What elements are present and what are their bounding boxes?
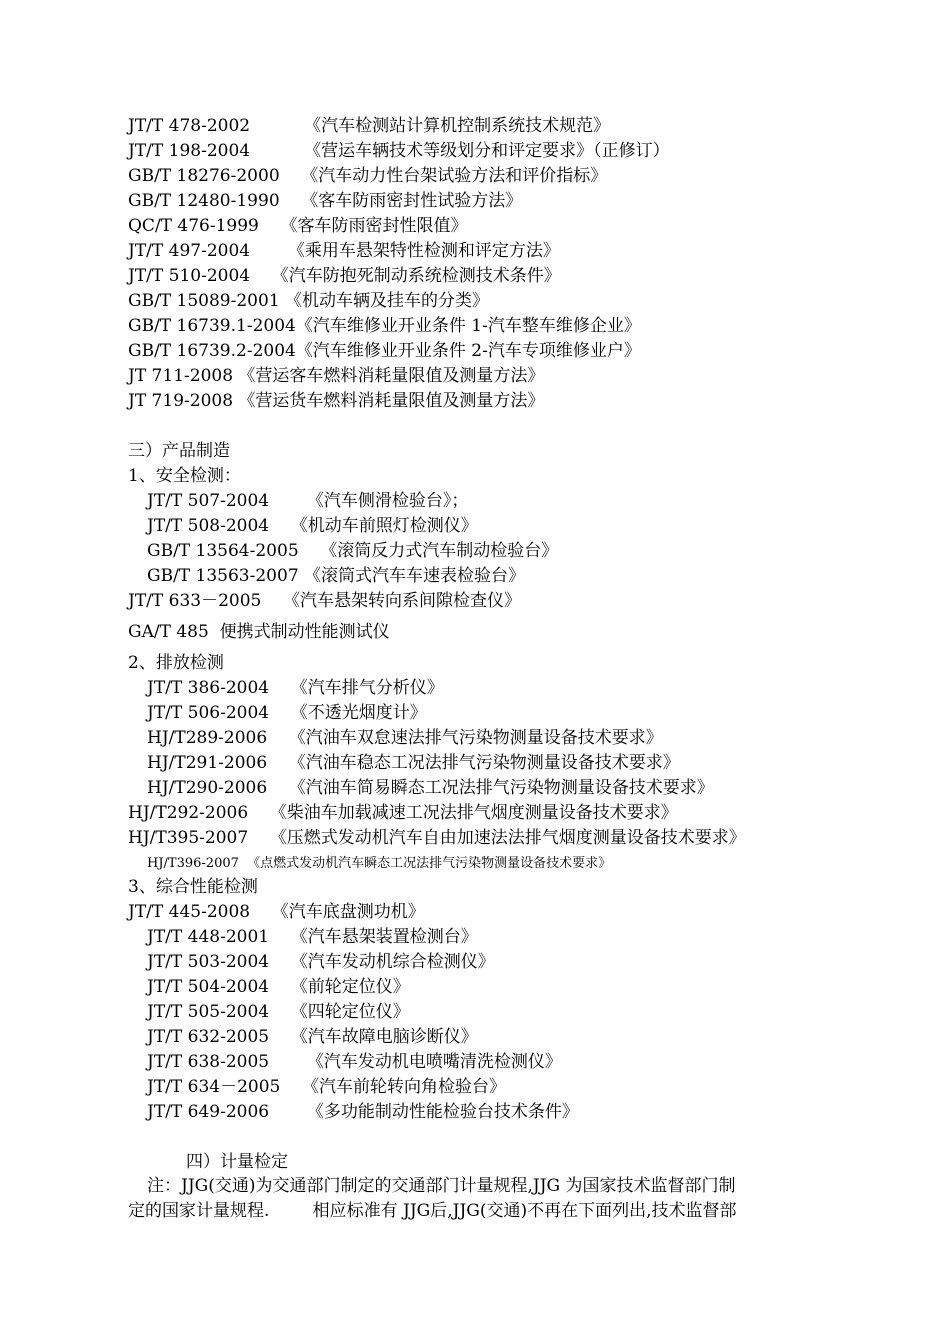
standard-line: GA/T 485 便携式制动性能测试仪	[128, 622, 390, 642]
standard-line: GB/T 13564-2005 《滚筒反力式汽车制动检验台》	[147, 541, 559, 561]
standard-line: JT/T 448-2001 《汽车悬架装置检测台》	[147, 927, 478, 947]
standard-line: JT/T 633－2005 《汽车悬架转向系间隙检查仪》	[128, 591, 521, 611]
standard-line: JT/T 478-2002 《汽车检测站计算机控制系统技术规范》	[128, 116, 611, 136]
standard-line: HJ/T291-2006 《汽油车稳态工况法排气污染物测量设备技术要求》	[147, 753, 680, 773]
standard-line: JT/T 505-2004 《四轮定位仪》	[147, 1002, 410, 1022]
standard-line: GB/T 12480-1990 《客车防雨密封性试验方法》	[128, 191, 523, 211]
standard-line: HJ/T289-2006 《汽油车双怠速法排气污染物测量设备技术要求》	[147, 728, 663, 748]
subsection-heading: 1、安全检测：	[128, 466, 241, 486]
standard-line: HJ/T292-2006 《柴油车加载减速工况法排气烟度测量设备技术要求》	[128, 803, 678, 823]
standard-line: JT/T 198-2004 《营运车辆技术等级划分和评定要求》（正修订）	[128, 141, 670, 161]
standard-line: HJ/T395-2007 《压燃式发动机汽车自由加速法法排气烟度测量设备技术要求》	[128, 828, 746, 848]
standard-line: JT/T 632-2005 《汽车故障电脑诊断仪》	[147, 1027, 478, 1047]
section-heading: 三）产品制造	[128, 441, 230, 461]
standard-line: HJ/T396-2007 《点燃式发动机汽车瞬态工况法排气污染物测量设备技术要求》	[147, 856, 612, 871]
standard-line: JT 711-2008 《营运客车燃料消耗量限值及测量方法》	[128, 366, 545, 386]
standard-line: JT/T 504-2004 《前轮定位仪》	[147, 977, 410, 997]
note-paragraph-line: 定的国家计量规程. 相应标准有 JJG后,JJG(交通)不再在下面列出,技术监督部	[128, 1201, 737, 1221]
standard-line: JT/T 638-2005 《汽车发动机电喷嘴清洗检测仪》	[147, 1052, 562, 1072]
standard-line: JT/T 507-2004 《汽车侧滑检验台》；	[147, 491, 469, 511]
standard-line: HJ/T290-2006 《汽油车简易瞬态工况法排气污染物测量设备技术要求》	[147, 778, 714, 798]
standard-line: GB/T 16739.2-2004《汽车维修业开业条件 2-汽车专项维修业户》	[128, 341, 641, 361]
standard-line: GB/T 16739.1-2004《汽车维修业开业条件 1-汽车整车维修企业》	[128, 316, 641, 336]
standard-line: JT/T 506-2004 《不透光烟度计》	[147, 703, 427, 723]
standard-line: JT/T 510-2004 《汽车防抱死制动系统检测技术条件》	[128, 266, 561, 286]
note-paragraph-line: 注：JJG(交通)为交通部门制定的交通部门计量规程,JJG 为国家技术监督部门制	[147, 1176, 736, 1196]
standard-line: JT/T 386-2004 《汽车排气分析仪》	[147, 678, 444, 698]
subsection-heading: 3、综合性能检测	[128, 877, 258, 897]
standard-line: JT/T 508-2004 《机动车前照灯检测仪》	[147, 516, 478, 536]
standard-line: JT/T 503-2004 《汽车发动机综合检测仪》	[147, 952, 495, 972]
subsection-heading: 2、排放检测	[128, 653, 224, 673]
standard-line: GB/T 13563-2007 《滚筒式汽车车速表检验台》	[147, 566, 526, 586]
standard-line: JT/T 634－2005 《汽车前轮转向角检验台》	[147, 1077, 506, 1097]
standard-line: GB/T 15089-2001 《机动车辆及挂车的分类》	[128, 291, 490, 311]
standard-line: JT/T 649-2006 《多功能制动性能检验台技术条件》	[147, 1102, 579, 1122]
section-heading: 四）计量检定	[186, 1152, 288, 1172]
standard-line: JT/T 445-2008 《汽车底盘测功机》	[128, 902, 425, 922]
standard-line: QC/T 476-1999 《客车防雨密封性限值》	[128, 216, 468, 236]
standard-line: JT 719-2008 《营运货车燃料消耗量限值及测量方法》	[128, 391, 545, 411]
standard-line: JT/T 497-2004 《乘用车悬架特性检测和评定方法》	[128, 241, 560, 261]
standard-line: GB/T 18276-2000 《汽车动力性台架试验方法和评价指标》	[128, 166, 608, 186]
